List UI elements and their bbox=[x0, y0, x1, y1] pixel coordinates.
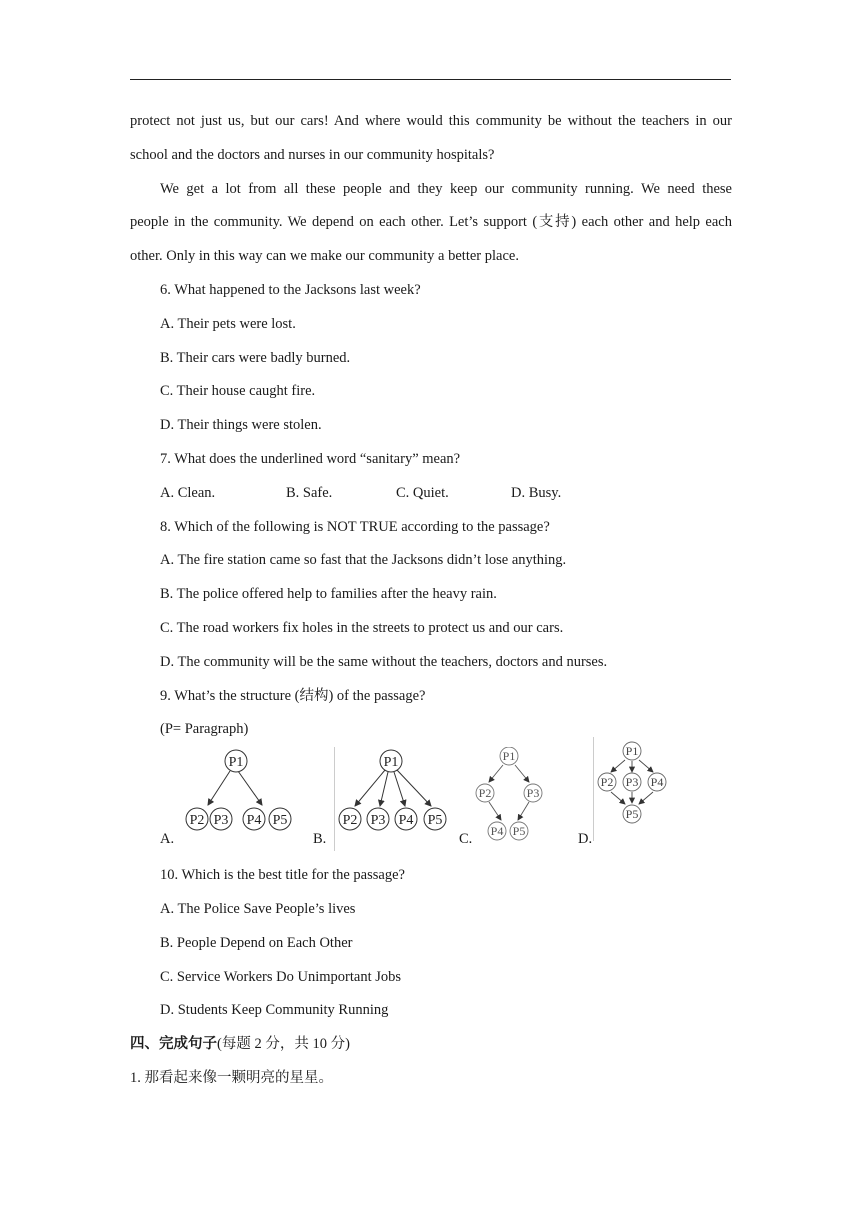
node-label: P5 bbox=[625, 807, 639, 822]
divider bbox=[593, 737, 594, 841]
node-label: P2 bbox=[478, 786, 492, 801]
node-label: P4 bbox=[398, 813, 414, 829]
structure-diagram-d bbox=[595, 739, 675, 843]
document-body bbox=[130, 105, 732, 1096]
node-label: P2 bbox=[342, 813, 358, 829]
paragraph-line: We get a lot from all these people and they keep our community running. We need these bbox=[160, 180, 732, 197]
figure-label: D. bbox=[578, 831, 593, 848]
node-label: P4 bbox=[246, 813, 262, 829]
structure-diagram-a bbox=[180, 747, 300, 847]
node-label: P1 bbox=[625, 744, 639, 759]
question-stem: 10. Which is the best title for the passage? bbox=[160, 867, 405, 884]
node-label: P4 bbox=[490, 824, 504, 839]
node-label: P1 bbox=[502, 749, 516, 764]
answer-option: A. Their pets were lost. bbox=[160, 315, 296, 332]
node-label: P4 bbox=[650, 775, 664, 790]
section-heading bbox=[130, 1028, 732, 1062]
answer-option: B. People Depend on Each Other bbox=[160, 934, 353, 951]
section-title: 四、完成句子 bbox=[130, 1036, 217, 1053]
answer-option: C. Service Workers Do Unimportant Jobs bbox=[160, 968, 402, 985]
question-note: (P= Paragraph) bbox=[160, 721, 249, 738]
node-label: P3 bbox=[625, 775, 639, 790]
structure-diagram-c bbox=[475, 747, 555, 847]
figure-label: A. bbox=[160, 831, 175, 848]
node-label: P3 bbox=[213, 813, 229, 829]
node-label: P5 bbox=[272, 813, 288, 829]
answer-option: B. The police offered help to families after the heavy rain. bbox=[160, 586, 497, 603]
answer-option: D. Students Keep Community Running bbox=[160, 1002, 389, 1019]
header-rule bbox=[130, 79, 731, 80]
paragraph-line: other. Only in this way can we make our community a better place. bbox=[130, 248, 519, 265]
question-stem: 6. What happened to the Jacksons last week? bbox=[160, 281, 421, 298]
section-score-note: (每题 2 分，共 10 分) bbox=[217, 1036, 350, 1053]
answer-option: C. Their house caught fire. bbox=[160, 383, 316, 400]
figure-label: B. bbox=[313, 831, 327, 848]
figure-label: C. bbox=[459, 831, 473, 848]
node-label: P5 bbox=[427, 813, 443, 829]
node-label: P3 bbox=[526, 786, 540, 801]
exercise-item: 1. 那看起来像一颗明亮的星星。 bbox=[130, 1069, 333, 1086]
answer-option: B. Their cars were badly burned. bbox=[160, 349, 351, 366]
node-label: P3 bbox=[370, 813, 386, 829]
answer-option: D. Busy. bbox=[511, 484, 562, 501]
question-stem: 9. What’s the structure (结构) of the passage? bbox=[160, 687, 426, 704]
paragraph-line: people in the community. We depend on each other. Let’s support (支持) each other and help each bbox=[130, 214, 732, 231]
paragraph-line: school and the doctors and nurses in our community hospitals? bbox=[130, 146, 495, 163]
answer-option: D. Their things were stolen. bbox=[160, 417, 322, 434]
structure-diagram-b bbox=[335, 747, 455, 847]
node-label: P1 bbox=[228, 755, 244, 771]
question-stem: 8. Which of the following is NOT TRUE according to the passage? bbox=[160, 518, 550, 535]
answer-option: C. The road workers fix holes in the streets to protect us and our cars. bbox=[160, 619, 564, 636]
node-label: P1 bbox=[383, 755, 399, 771]
answer-option: A. The Police Save People’s lives bbox=[160, 900, 356, 917]
structure-diagrams bbox=[130, 744, 732, 859]
answer-option: D. The community will be the same without the teachers, doctors and nurses. bbox=[160, 653, 608, 670]
answer-option: C. Quiet. bbox=[396, 484, 449, 501]
paragraph-line: protect not just us, but our cars! And where would this community be without the teachers in our bbox=[130, 113, 732, 129]
answer-option: A. The fire station came so fast that the Jacksons didn’t lose anything. bbox=[160, 552, 567, 569]
node-label: P2 bbox=[189, 813, 205, 829]
node-label: P5 bbox=[512, 824, 526, 839]
answer-option: A. Clean. bbox=[160, 484, 216, 501]
node-label: P2 bbox=[600, 775, 614, 790]
answer-option: B. Safe. bbox=[286, 484, 333, 501]
question-stem: 7. What does the underlined word “sanitary” mean? bbox=[160, 450, 461, 467]
answer-option-row bbox=[130, 477, 732, 511]
